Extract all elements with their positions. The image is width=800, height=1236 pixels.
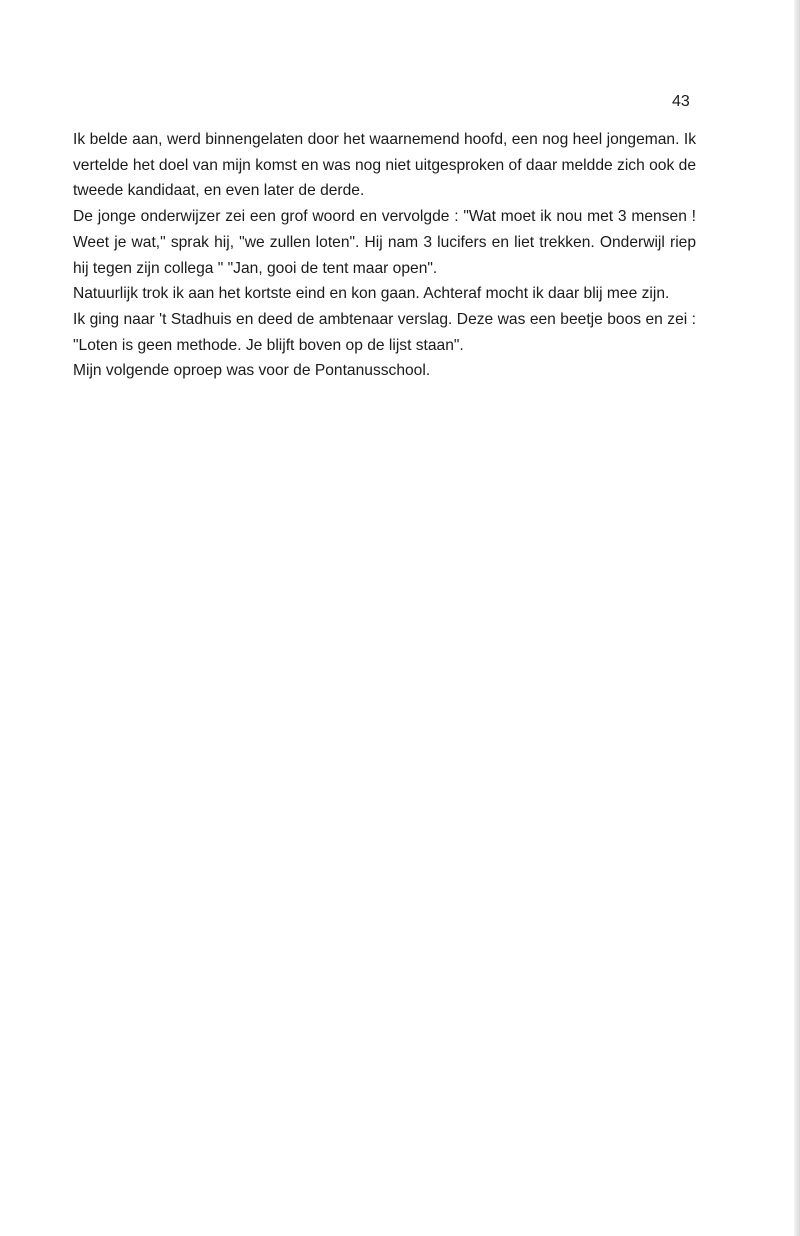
paragraph: De jonge onderwijzer zei een grof woord en vervolgde : "Wat moet ik nou met 3 mensen ! Weet je wat," sprak hij, "we zullen loten". Hij nam 3 lucifers en liet trekken. Onderwijl riep hij tegen zijn collega " "Jan, gooi de tent maar open".	[73, 208, 696, 277]
paragraph: Mijn volgende oproep was voor de Pontanusschool.	[73, 362, 431, 380]
page-edge-shadow	[794, 0, 800, 1236]
paragraph: Ik ging naar 't Stadhuis en deed de ambtenaar verslag. Deze was een beetje boos en zei : "Loten is geen methode. Je blijft boven op de lijst staan".	[73, 310, 696, 354]
paragraph: Ik belde aan, werd binnengelaten door het waarnemend hoofd, een nog heel jongeman. Ik vertelde het doel van mijn komst en was nog niet uitgesproken of daar meldde zich ook de tweede kandidaat, en even later de derde.	[73, 131, 696, 200]
body-text	[73, 127, 696, 384]
page-number: 43	[672, 93, 690, 110]
paragraph: Natuurlijk trok ik aan het kortste eind en kon gaan. Achteraf mocht ik daar blij mee zijn.	[73, 285, 670, 303]
